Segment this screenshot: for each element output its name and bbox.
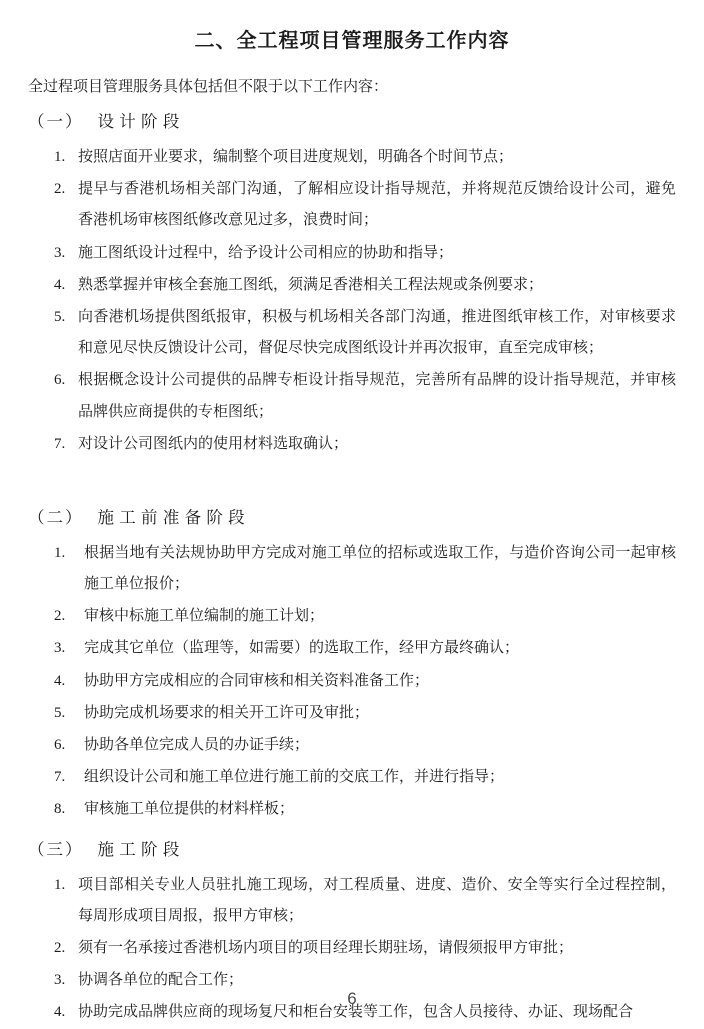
item-number: 5. <box>54 308 66 325</box>
list-item <box>54 302 676 364</box>
list-item <box>54 870 676 932</box>
list-item <box>54 270 676 301</box>
item-number: 7. <box>54 769 66 786</box>
document-section <box>28 108 676 460</box>
item-text: 协助完成机场要求的相关开工许可及审批； <box>84 704 370 721</box>
item-number: 4. <box>54 276 66 293</box>
list-item <box>54 429 676 460</box>
section-item-list <box>54 142 676 460</box>
list-item <box>54 365 676 427</box>
list-item <box>54 633 676 664</box>
section-heading <box>28 836 676 860</box>
item-number: 1. <box>54 544 66 561</box>
list-item <box>54 933 676 964</box>
item-number: 4. <box>54 672 66 689</box>
intro-text: 全过程项目管理服务具体包括但不限于以下工作内容： <box>28 79 389 95</box>
list-item <box>54 698 676 729</box>
item-number: 3. <box>54 640 66 657</box>
item-text: 提早与香港机场相关部门沟通，了解相应设计指导规范，并将规范反馈给设计公司，避免香港机场审核图纸修改意见过多，浪费时间； <box>78 181 676 229</box>
section-title: 施工前准备阶段 <box>97 507 250 527</box>
section-heading <box>28 108 676 132</box>
item-number: 6. <box>54 737 66 753</box>
section-label: （二） <box>28 507 84 527</box>
item-number: 2. <box>54 939 66 956</box>
list-item <box>54 794 676 825</box>
item-number: 5. <box>54 704 66 721</box>
item-text: 按照店面开业要求，编制整个项目进度规划，明确各个时间节点； <box>78 149 514 165</box>
sections-container <box>28 108 676 1029</box>
list-item <box>54 762 676 793</box>
item-number: 4. <box>54 1004 66 1021</box>
item-text: 对设计公司图纸内的使用材料选取确认； <box>78 435 349 452</box>
item-number: 6. <box>54 372 66 389</box>
section-label: （一） <box>28 112 84 131</box>
list-item <box>54 174 676 236</box>
item-text: 协助完成品牌供应商的现场复尺和柜台安装等工作，包含人员接待、办证、现场配合 <box>78 1004 634 1021</box>
section-title: 施工阶段 <box>97 839 185 859</box>
item-text: 协调各单位的配合工作； <box>78 972 244 989</box>
section-title: 设计阶段 <box>97 112 185 131</box>
section-item-list <box>54 538 676 826</box>
item-text: 熟悉掌握并审核全套施工图纸，须满足香港相关工程法规或条例要求； <box>78 276 544 293</box>
item-number: 7. <box>54 435 66 452</box>
item-text: 组织设计公司和施工单位进行施工前的交底工作，并进行指导； <box>84 769 505 786</box>
item-text: 审核施工单位提供的材料样板； <box>84 801 295 818</box>
page-number: 6 <box>347 989 357 1008</box>
list-item <box>54 238 676 269</box>
item-text: 协助甲方完成相应的合同审核和相关资料准备工作； <box>84 672 430 689</box>
item-text: 审核中标施工单位编制的施工计划； <box>84 608 325 625</box>
item-number: 8. <box>54 801 66 818</box>
item-text: 根据概念设计公司提供的品牌专柜设计指导规范，完善所有品牌的设计指导规范，并审核品牌供应商提供的专柜图纸； <box>78 372 676 420</box>
item-text: 项目部相关专业人员驻扎施工现场，对工程质量、进度、造价、安全等实行全过程控制，每周形成项目周报，报甲方审核； <box>78 876 676 924</box>
section-label: （三） <box>28 839 84 859</box>
list-item <box>54 666 676 697</box>
list-item <box>54 730 676 761</box>
list-item <box>54 538 676 600</box>
list-item <box>54 601 676 632</box>
item-text: 向香港机场提供图纸报审，积极与机场相关各部门沟通，推进图纸审核工作，对审核要求和意见尽快反馈设计公司，督促尽快完成图纸设计并再次报审，直至完成审核； <box>78 308 676 357</box>
document-section <box>28 504 676 826</box>
item-number: 2. <box>54 181 66 198</box>
item-text: 施工图纸设计过程中，给予设计公司相应的协助和指导； <box>78 244 454 261</box>
item-text: 须有一名承接过香港机场内项目的项目经理长期驻场，请假须报甲方审批； <box>78 939 574 956</box>
item-text: 协助各单位完成人员的办证手续； <box>84 737 310 753</box>
item-text: 根据当地有关法规协助甲方完成对施工单位的招标或选取工作，与造价咨询公司一起审核施工单位报价； <box>84 544 676 593</box>
item-text: 完成其它单位（监理等，如需要）的选取工作，经甲方最终确认； <box>84 640 520 657</box>
page-title: 二、全工程项目管理服务工作内容 <box>194 30 510 52</box>
item-number: 1. <box>54 876 66 893</box>
list-item <box>54 142 676 173</box>
item-number: 3. <box>54 244 66 261</box>
item-number: 1. <box>54 149 66 165</box>
section-heading <box>28 504 676 528</box>
item-number: 3. <box>54 972 66 989</box>
item-number: 2. <box>54 608 66 625</box>
